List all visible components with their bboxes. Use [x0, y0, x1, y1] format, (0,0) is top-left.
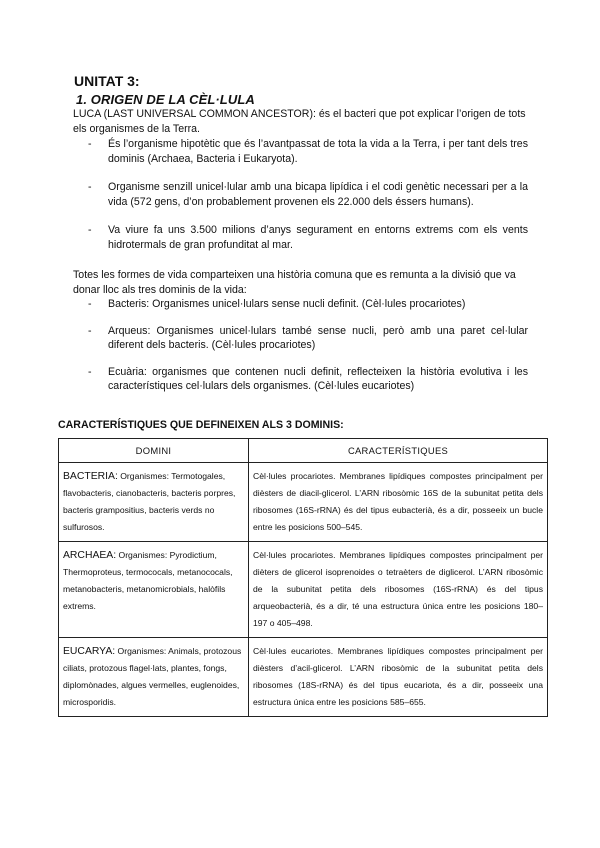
domain-name: ARCHAEA: — [63, 550, 117, 561]
unit-title: UNITAT 3: — [74, 73, 140, 89]
domain-name: EUCARYA: — [63, 646, 116, 657]
column-header-domini: DOMINI — [59, 439, 249, 463]
domain-cell — [59, 638, 249, 717]
table-row — [59, 542, 548, 638]
section-title: 1. ORIGEN DE LA CÈL·LULA — [76, 92, 255, 107]
domain-cell — [59, 542, 249, 638]
list-item: - Bacteris: Organismes unicel·lulars sense nucli definit. (Cèl·lules procariotes) — [88, 298, 466, 310]
table-row — [59, 463, 548, 542]
table-row — [59, 638, 548, 717]
domain-organisms: Organismes: Animals, protozous ciliats, protozous flagel·lats, plantes, fongs, diplomònades, algues vermelles, euglenoides, microsporidis. — [63, 646, 242, 707]
list-item: - És l’organisme hipotètic que és l’avantpassat de tota la vida a la Terra, i per tant dels tres dominis (Archaea, Bacteria i Eukaryota). — [88, 138, 528, 165]
luca-paragraph: LUCA (LAST UNIVERSAL COMMON ANCESTOR): és el bacteri que pot explicar l’origen de tots els organismes de la Terra. — [73, 108, 526, 135]
list-item: - Ecuària: organismes que contenen nucli definit, reflecteixen la història evolutiva i les característiques cel·lulars dels organismes. (Cèl·lules eucariotes) — [88, 365, 528, 392]
list-item: - Organisme senzill unicel·lular amb una bicapa lipídica i el codi genètic necessari per a la vida (572 gens, d’on probablement provenen els 22.000 dels éssers humans). — [88, 181, 528, 208]
domain-points-list — [88, 297, 528, 394]
table-heading: CARACTERÍSTIQUES QUE DEFINEIXEN ALS 3 DOMINIS: — [58, 419, 344, 431]
domain-cell — [59, 463, 249, 542]
domains-table — [58, 438, 548, 717]
list-item: - Va viure fa uns 3.500 milions d’anys segurament en entorns extrems com els vents hidrotermals de gran profunditat al mar. — [88, 224, 528, 251]
characteristics-cell: Cèl·lules procariotes. Membranes lipídiques compostes principalment per dièters de glicerol isoprenoides o tetraèters de diglicerol. L’ARN ribosòmic de la subunitat petita dels ribosomes (16S-rRNA) és del tipus arqueobacterià, és a dir, té una estructura única entre les posicions 180–197 o 405–498. — [249, 542, 548, 638]
luca-points-list — [88, 137, 528, 252]
domain-organisms: Organismes: Pyrodictium, Thermoproteus, termococals, metanococals, metanobacteris, metanomicrobials, halòfils extrems. — [63, 550, 233, 611]
column-header-caracteristiques: CARACTERÍSTIQUES — [249, 439, 548, 463]
characteristics-cell: Cèl·lules eucariotes. Membranes lipídiques compostes principalment per dièsters d’acil-glicerol. L’ARN ribosòmic de la subunitat petita dels ribosomes (18S-rRNA) és del tipus eucariota, és a dir, posseeix una estructura única entre les posicions 585–655. — [249, 638, 548, 717]
list-item: - Arqueus: Organismes unicel·lulars també sense nucli, però amb una paret cel·lular diferent dels bacteris. (Cèl·lules procariotes) — [88, 324, 528, 351]
domain-organisms: Organismes: Termotogales, flavobacteris, cianobacteris, bacteris porpres, bacteris grampositius, bacteris verds no sulfurosos. — [63, 471, 236, 532]
domain-name: BACTERIA: — [63, 471, 118, 482]
table-header-row — [59, 439, 548, 463]
characteristics-cell: Cèl·lules procariotes. Membranes lipídiques compostes principalment per dièsters de diacil-glicerol. L’ARN ribosòmic 16S de la subunitat petita dels ribosomes (16S-rRNA) és del tipus eubacterià, és a dir, posseeix un bucle entre les posicions 500–545. — [249, 463, 548, 542]
shared-history-paragraph: Totes les formes de vida comparteixen una història comuna que es remunta a la divisió que va donar lloc als tres dominis de la vida: — [73, 269, 516, 296]
